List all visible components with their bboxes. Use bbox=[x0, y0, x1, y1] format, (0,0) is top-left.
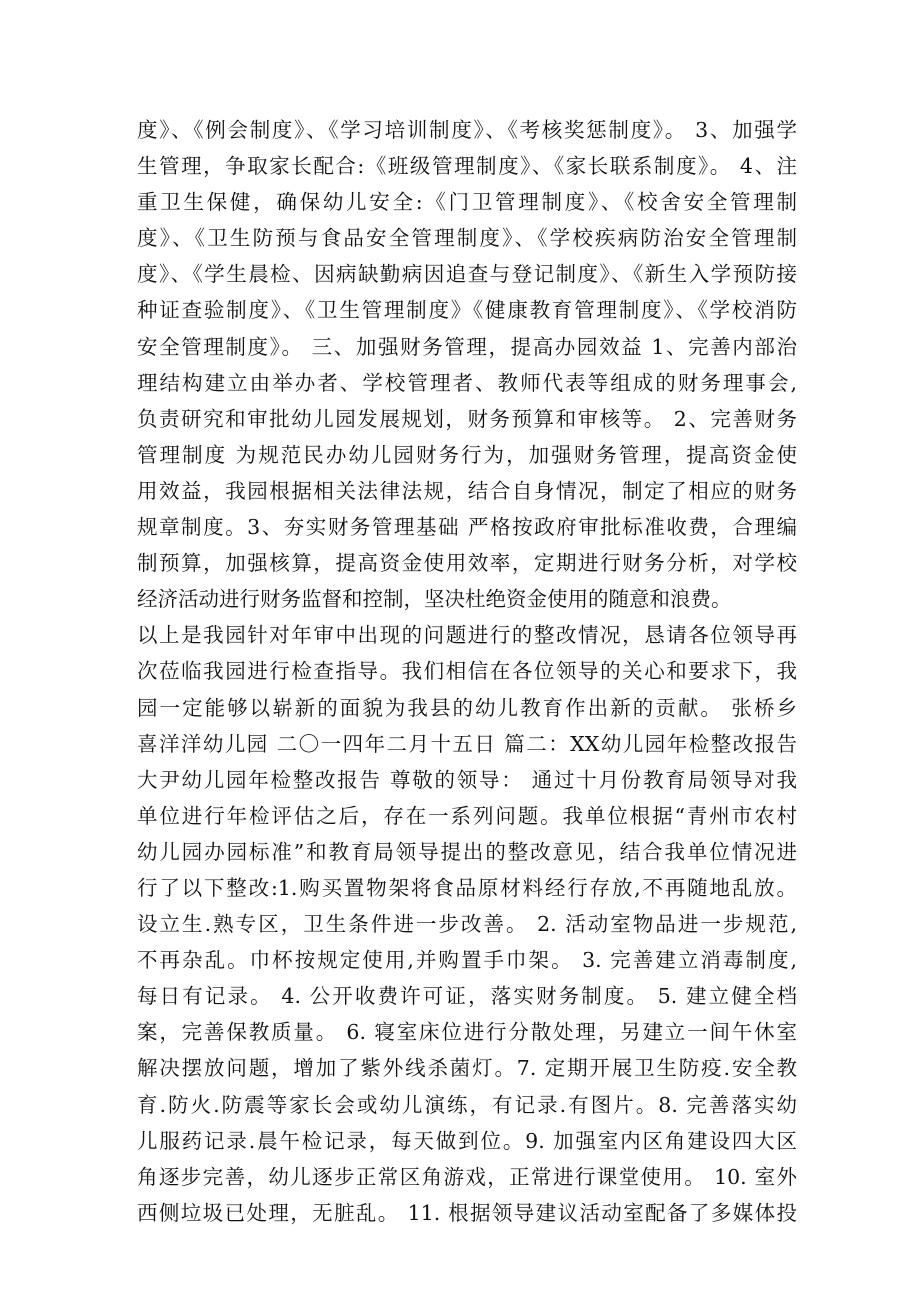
text-line: 安全管理制度》。 三、加强财务管理，提高办园效益 1、完善内部治 bbox=[137, 334, 797, 359]
text-line: 重卫生保健，确保幼儿安全:《门卫管理制度》、《校舍安全管理制 bbox=[137, 190, 797, 215]
text-line: 育.防火.防震等家长会或幼儿演练，有记录.有图片。8. 完善落实幼 bbox=[137, 1092, 797, 1117]
text-line: 度》、《学生晨检、因病缺勤病因追查与登记制度》、《新生入学预防接 bbox=[137, 262, 797, 287]
text-line: 儿服药记录.晨午检记录，每天做到位。9. 加强室内区角建设四大区 bbox=[137, 1128, 797, 1153]
body-text bbox=[137, 112, 797, 1231]
text-line: 不再杂乱。巾杯按规定使用,并购置手巾架。 3. 完善建立消毒制度, bbox=[137, 948, 797, 973]
text-line: 喜洋洋幼儿园 二〇一四年二月十五日 篇二：XX幼儿园年检整改报告 bbox=[137, 731, 797, 756]
text-line: 幼儿园办园标准”和教育局领导提出的整改意见，结合我单位情况进 bbox=[137, 839, 797, 864]
text-line: 解决摆放问题，增加了紫外线杀菌灯。7. 定期开展卫生防疫.安全教 bbox=[137, 1056, 797, 1081]
text-line: 行了以下整改:1.购买置物架将食品原材料经行存放,不再随地乱放。 bbox=[137, 875, 797, 900]
text-line: 用效益，我园根据相关法律法规，结合自身情况，制定了相应的财务 bbox=[137, 478, 797, 503]
text-line: 制预算，加强核算，提高资金使用效率，定期进行财务分析，对学校 bbox=[137, 551, 797, 576]
text-line: 案，完善保教质量。 6. 寝室床位进行分散处理，另建立一间午休室 bbox=[137, 1020, 797, 1045]
text-line: 规章制度。3、夯实财务管理基础 严格按政府审批标准收费，合理编 bbox=[137, 515, 797, 540]
text-line: 种证查验制度》、《卫生管理制度》《健康教育管理制度》、《学校消防 bbox=[137, 298, 797, 323]
text-line: 设立生.熟专区，卫生条件进一步改善。 2. 活动室物品进一步规范, bbox=[137, 912, 797, 937]
text-line: 以上是我园针对年审中出现的问题进行的整改情况，恳请各位领导再 bbox=[137, 623, 797, 648]
text-line: 园一定能够以崭新的面貌为我县的幼儿教育作出新的贡献。 张桥乡 bbox=[137, 695, 797, 720]
text-line: 每日有记录。 4. 公开收费许可证，落实财务制度。 5. 建立健全档 bbox=[137, 984, 797, 1009]
text-line: 生管理，争取家长配合:《班级管理制度》、《家长联系制度》。 4、注 bbox=[137, 154, 797, 179]
text-line: 角逐步完善，幼儿逐步正常区角游戏，正常进行课堂使用。 10. 室外 bbox=[137, 1164, 797, 1189]
text-line: 西侧垃圾已处理，无脏乱。 11. 根据领导建议活动室配备了多媒体投 bbox=[137, 1200, 797, 1225]
text-line: 单位进行年检评估之后，存在一系列问题。我单位根据“青州市农村 bbox=[137, 803, 797, 828]
text-line: 经济活动进行财务监督和控制，坚决杜绝资金使用的随意和浪费。 bbox=[137, 587, 732, 612]
text-line: 管理制度 为规范民办幼儿园财务行为，加强财务管理，提高资金使 bbox=[137, 442, 797, 467]
text-line: 理结构建立由举办者、学校管理者、教师代表等组成的财务理事会, bbox=[137, 370, 797, 395]
text-line: 度》、《例会制度》、《学习培训制度》、《考核奖惩制度》。 3、加强学 bbox=[137, 118, 797, 142]
text-line: 负责研究和审批幼儿园发展规划，财务预算和审核等。 2、完善财务 bbox=[137, 406, 797, 431]
text-line: 度》、《卫生防预与食品安全管理制度》、《学校疾病防治安全管理制 bbox=[137, 226, 797, 251]
text-line: 大尹幼儿园年检整改报告 尊敬的领导： 通过十月份教育局领导对我 bbox=[137, 767, 797, 792]
text-line: 次莅临我园进行检查指导。我们相信在各位领导的关心和要求下，我 bbox=[137, 659, 797, 684]
